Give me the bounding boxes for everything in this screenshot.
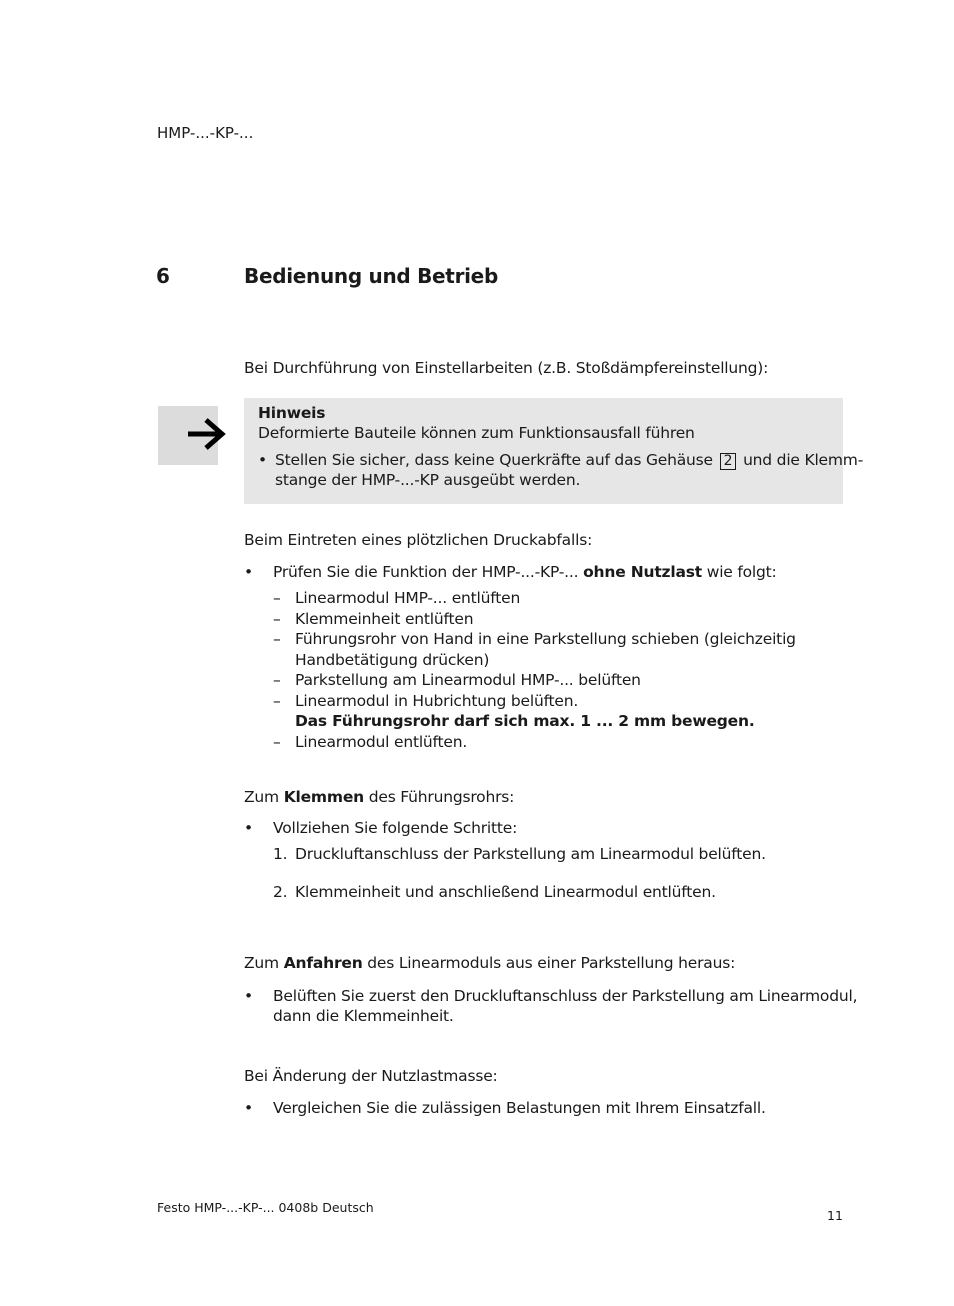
note-bullet-marker: • xyxy=(258,451,267,469)
section-load-bullet: Vergleichen Sie die zulässigen Belastungen mit Ihrem Einsatzfall. xyxy=(273,1099,766,1117)
step-item-continued: Handbetätigung drücken) xyxy=(295,651,490,669)
running-header: HMP-...-KP-... xyxy=(157,124,254,142)
intro-text: Bei Durchführung von Einstellarbeiten (z.B. Stoßdämpfereinstellung): xyxy=(244,359,769,377)
dash-marker: – xyxy=(273,589,281,607)
dash-marker: – xyxy=(273,630,281,648)
bullet-text-tail: wie folgt: xyxy=(706,563,777,581)
section-load-intro: Bei Änderung der Nutzlastmasse: xyxy=(244,1067,498,1085)
note-bullet-text-a: Stellen Sie sicher, dass keine Querkräfte auf das Gehäuse xyxy=(275,451,713,469)
step-item: Führungsrohr von Hand in eine Parkstellung schieben (gleichzeitig xyxy=(295,630,796,648)
note-subtitle: Deformierte Bauteile können zum Funktionsausfall führen xyxy=(258,424,695,442)
step-warning: Das Führungsrohr darf sich max. 1 ... 2 mm bewegen. xyxy=(295,712,755,730)
section-start-intro xyxy=(244,953,735,973)
step-text: Druckluftanschluss der Parkstellung am Linearmodul belüften. xyxy=(295,845,766,863)
reference-number-box: 2 xyxy=(720,453,737,470)
bullet-marker: • xyxy=(244,987,253,1005)
step-item: Parkstellung am Linearmodul HMP-... belüften xyxy=(295,671,641,689)
footer-document-id: Festo HMP-...-KP-... 0408b Deutsch xyxy=(157,1200,374,1215)
bullet-bold-text: ohne Nutzlast xyxy=(583,563,702,581)
bullet-marker: • xyxy=(244,1099,253,1117)
dash-marker: – xyxy=(273,692,281,710)
step-item: Linearmodul in Hubrichtung belüften. xyxy=(295,692,579,710)
step-item: Linearmodul HMP-... entlüften xyxy=(295,589,521,607)
note-icon-box xyxy=(158,406,218,465)
dash-marker: – xyxy=(273,610,281,628)
note-bullet-text-b: und die Klemm- xyxy=(743,451,864,469)
section-clamp-intro xyxy=(244,787,514,807)
section-clamp-bullet: Vollziehen Sie folgende Schritte: xyxy=(273,819,518,837)
dash-marker: – xyxy=(273,671,281,689)
section-start-bullet-line1: Belüften Sie zuerst den Druckluftanschluss der Parkstellung am Linearmodul, xyxy=(273,987,858,1005)
note-title: Hinweis xyxy=(258,404,326,422)
bullet-marker: • xyxy=(244,563,253,581)
step-item: Linearmodul entlüften. xyxy=(295,733,468,751)
bullet-text: Prüfen Sie die Funktion der HMP-...-KP-... xyxy=(273,563,579,581)
section-pressure-bullet xyxy=(273,562,777,582)
intro-text: Zum xyxy=(244,954,279,972)
step-item: Klemmeinheit entlüften xyxy=(295,610,474,628)
section-pressure-intro: Beim Eintreten eines plötzlichen Druckabfalls: xyxy=(244,531,593,549)
step-text: Klemmeinheit und anschließend Linearmodul entlüften. xyxy=(295,883,716,901)
arrow-right-icon xyxy=(184,412,228,456)
step-number: 1. xyxy=(273,845,288,863)
intro-bold-text: Klemmen xyxy=(283,788,364,806)
dash-marker: – xyxy=(273,733,281,751)
bullet-marker: • xyxy=(244,819,253,837)
intro-text-tail: des Führungsrohrs: xyxy=(368,788,515,806)
intro-bold-text: Anfahren xyxy=(283,954,363,972)
note-bullet-line1 xyxy=(275,450,863,470)
chapter-number: 6 xyxy=(156,264,170,288)
page-number: 11 xyxy=(827,1208,843,1223)
intro-text: Zum xyxy=(244,788,279,806)
chapter-title: Bedienung und Betrieb xyxy=(244,264,498,288)
section-start-bullet-line2: dann die Klemmeinheit. xyxy=(273,1007,454,1025)
step-number: 2. xyxy=(273,883,288,901)
note-bullet-line2: stange der HMP-...-KP ausgeübt werden. xyxy=(275,471,581,489)
intro-text-tail: des Linearmoduls aus einer Parkstellung heraus: xyxy=(367,954,736,972)
